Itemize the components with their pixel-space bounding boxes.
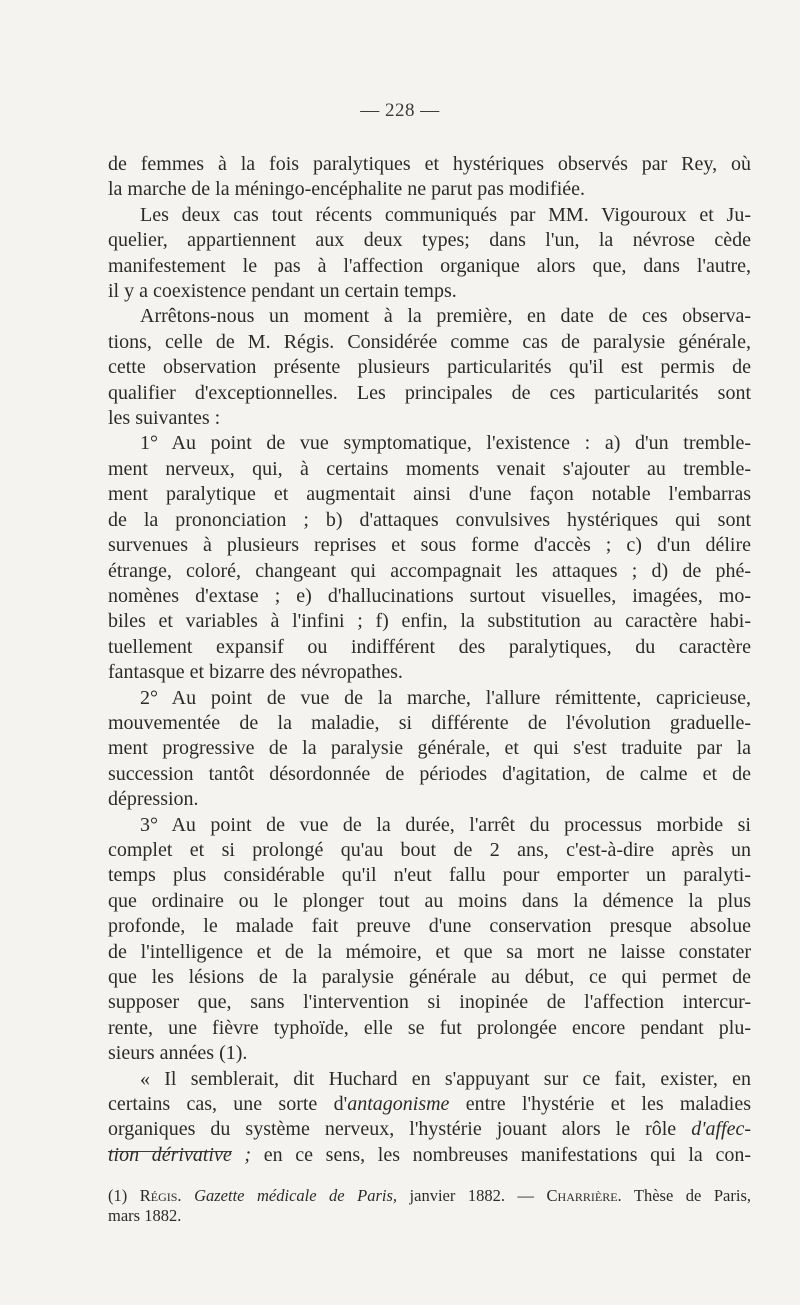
text-line: mouvementée de la maladie, si différente de l'évolution graduelle-	[108, 711, 751, 734]
footnote-line: mars 1882.	[108, 1206, 182, 1225]
text-line: temps plus considérable qu'il n'eut fallu pour emporter un paralyti-	[108, 864, 751, 887]
footnote	[108, 1186, 751, 1226]
text-line: la marche de la méningo-encéphalite ne parut pas modifiée.	[108, 178, 586, 201]
text-line: fantasque et bizarre des névropathes.	[108, 661, 403, 684]
text-run: organiques du système nerveux, l'hystérie jouant alors le rôle	[108, 1118, 692, 1141]
text-line: Les deux cas tout récents communiqués par MM. Vigouroux et Ju-	[140, 203, 751, 226]
text-line: que ordinaire ou le plonger tout au moins dans la démence la plus	[108, 889, 751, 912]
text-line: profonde, le malade fait preuve d'une conservation presque absolue	[108, 915, 751, 938]
page-number: — 228 —	[360, 100, 440, 121]
text-line: ment progressive de la paralysie générale, et qui s'est traduite par la	[108, 737, 751, 760]
text-line: 1° Au point de vue symptomatique, l'existence : a) d'un tremble-	[140, 432, 751, 455]
text-line: il y a coexistence pendant un certain temps.	[108, 280, 457, 303]
text-line: survenues à plusieurs reprises et sous forme d'accès ; c) d'un délire	[108, 534, 751, 557]
text-line: étrange, coloré, changeant qui accompagnait les attaques ; d) de phé-	[108, 559, 751, 582]
text-line: cette observation présente plusieurs particularités qu'il est permis de	[108, 356, 751, 379]
text-line: quelier, appartiennent aux deux types; dans l'un, la névrose cède	[108, 229, 751, 252]
text-run: entre l'hystérie et les maladies	[449, 1093, 751, 1116]
text-line: de la prononciation ; b) d'attaques convulsives hystériques qui sont	[108, 508, 751, 531]
text-line: ment paralytique et augmentait ainsi d'une façon notable l'embarras	[108, 483, 751, 506]
text-line: nomènes d'extase ; e) d'hallucinations surtout visuelles, imagées, mo-	[108, 584, 751, 607]
text-line: rente, une fièvre typhoïde, elle se fut prolongée encore pendant plu-	[108, 1016, 751, 1039]
footnote-line	[108, 1186, 751, 1206]
text-line: biles et variables à l'infini ; f) enfin, la substitution au caractère habi-	[108, 610, 751, 633]
text-run: en ce sens, les nombreuses manifestations qui la con-	[251, 1143, 752, 1166]
footnote-marker: (1)	[108, 1186, 128, 1205]
footnote-journal: Gazette médicale de Paris,	[194, 1186, 398, 1205]
emphasis-derivative: tion dérivative ;	[108, 1143, 252, 1166]
text-line: « Il semblerait, dit Huchard en s'appuyant sur ce fait, exister, en	[140, 1067, 751, 1090]
text-run: certains cas, une sorte d'	[108, 1093, 348, 1116]
text-line: tions, celle de M. Régis. Considérée comme cas de paralysie générale,	[108, 330, 751, 353]
footnote-rule	[108, 1151, 232, 1152]
footnote-author: Régis.	[139, 1186, 182, 1205]
text-line: ment nerveux, qui, à certains moments venait s'ajouter au tremble-	[108, 457, 751, 480]
text-line: complet et si prolongé qu'au bout de 2 ans, c'est-à-dire après un	[108, 838, 751, 861]
text-line: 3° Au point de vue de la durée, l'arrêt du processus morbide si	[140, 813, 751, 836]
footnote-work: Thèse de Paris,	[633, 1186, 752, 1205]
text-line	[108, 1092, 751, 1117]
text-line	[108, 1143, 751, 1168]
text-line: supposer que, sans l'intervention si inopinée de l'affection intercur-	[108, 991, 751, 1014]
text-line: qualifier d'exceptionnelles. Les principales de ces particularités sont	[108, 381, 751, 404]
text-line: Arrêtons-nous un moment à la première, en date de ces observa-	[140, 305, 751, 328]
text-line: sieurs années (1).	[108, 1042, 248, 1065]
text-line: de femmes à la fois paralytiques et hystériques observés par Rey, où	[108, 153, 751, 175]
text-line: dépression.	[108, 788, 199, 811]
text-line: que les lésions de la paralysie générale au début, ce qui permet de	[108, 966, 751, 988]
footnote-date: janvier 1882. —	[409, 1186, 535, 1205]
text-line: de l'intelligence et de la mémoire, et que sa mort ne laisse constater	[108, 940, 751, 963]
text-line: les suivantes :	[108, 407, 221, 430]
text-line: 2° Au point de vue de la marche, l'allure rémittente, capricieuse,	[140, 686, 751, 709]
text-line	[108, 1117, 751, 1142]
emphasis-antagonisme: antagonisme	[347, 1093, 450, 1116]
body-text	[108, 152, 751, 1168]
footnote-author: Charrière.	[546, 1186, 622, 1205]
text-line: succession tantôt désordonnée de périodes d'agitation, de calme et de	[108, 762, 751, 785]
text-line: manifestement le pas à l'affection organique alors que, dans l'autre,	[108, 254, 751, 277]
emphasis-affection: d'affec-	[691, 1118, 751, 1141]
text-line: tuellement expansif ou indifférent des paralytiques, du caractère	[108, 635, 751, 658]
